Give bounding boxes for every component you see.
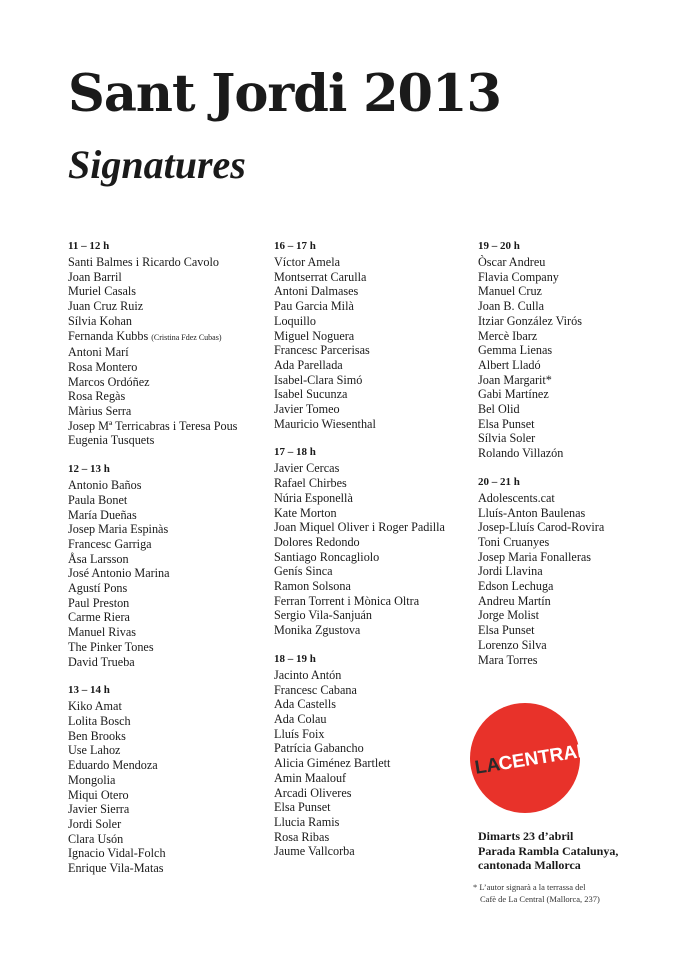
- author-name: [274, 506, 474, 521]
- author-name: [68, 773, 268, 788]
- author-name: [274, 623, 474, 638]
- author-name: [478, 579, 658, 594]
- author-name: [478, 535, 658, 550]
- author-name-text: Edson Lechuga: [478, 579, 554, 594]
- author-name-text: Eugenia Tusquets: [68, 433, 155, 448]
- author-name: [68, 861, 268, 876]
- author-name: [478, 387, 658, 402]
- author-name: [274, 786, 474, 801]
- author-name-text: Josep Mª Terricabras i Teresa Pous: [68, 418, 238, 433]
- author-name: [68, 802, 268, 817]
- author-name-text: Núria Esponellà: [274, 490, 353, 505]
- author-name-text: Flavia Company: [478, 269, 559, 284]
- author-name: [68, 360, 268, 375]
- author-name: [274, 697, 474, 712]
- author-name-text: Mongolia: [68, 772, 116, 787]
- author-name-text: Joan Barril: [68, 269, 122, 284]
- author-name: [68, 566, 268, 581]
- author-name: [478, 446, 658, 461]
- author-name-text: Loquillo: [274, 313, 316, 328]
- author-name: [68, 493, 268, 508]
- author-name: [68, 596, 268, 611]
- author-name: [68, 625, 268, 640]
- author-name-text: Adolescents.cat: [478, 490, 555, 505]
- author-name-text: Lluís Foix: [274, 726, 325, 741]
- author-name-text: Ben Brooks: [68, 728, 126, 743]
- author-name: [68, 404, 268, 419]
- author-name-text: Joan B. Culla: [478, 299, 545, 314]
- author-name: [274, 255, 474, 270]
- author-name-text: Javier Cercas: [274, 461, 340, 476]
- author-name-text: The Pinker Tones: [68, 639, 154, 654]
- author-list: [274, 668, 474, 859]
- author-name-text: Pau Garcia Milà: [274, 299, 354, 314]
- author-name: [68, 419, 268, 434]
- author-name-text: José Antonio Marina: [68, 566, 170, 581]
- author-name-text: María Dueñas: [68, 507, 137, 522]
- author-name: [68, 329, 268, 346]
- author-name-text: Òscar Andreu: [478, 255, 546, 269]
- author-name: [274, 815, 474, 830]
- author-name: [274, 683, 474, 698]
- author-name: [68, 508, 268, 523]
- author-name: [478, 431, 658, 446]
- author-name-text: Gabi Martínez: [478, 387, 549, 402]
- author-name: [274, 491, 474, 506]
- author-name-text: Llucia Ramis: [274, 814, 340, 829]
- footnote-line-2: Cafè de La Central (Mallorca, 237): [480, 893, 600, 904]
- author-name: [478, 299, 658, 314]
- author-name: [274, 284, 474, 299]
- author-name-text: Joan Margarit*: [478, 372, 552, 387]
- author-name-text: Rosa Ribas: [274, 829, 330, 844]
- author-name-text: Santi Balmes i Ricardo Cavolo: [68, 255, 219, 269]
- author-name: [478, 373, 658, 388]
- author-name-text: Màrius Serra: [68, 404, 132, 419]
- author-name-text: Jacinto Antón: [274, 667, 342, 682]
- author-name-text: Toni Cruanyes: [478, 534, 550, 549]
- author-name-text: Rosa Regàs: [68, 389, 126, 404]
- author-name-text: Jorge Molist: [478, 608, 540, 623]
- author-name: [68, 314, 268, 329]
- author-name: [274, 844, 474, 859]
- author-name: [274, 800, 474, 815]
- author-name-text: Manuel Cruz: [478, 284, 542, 299]
- event-date: Dimarts 23 d’abril: [478, 829, 574, 843]
- author-name-text: Alicia Giménez Bartlett: [274, 756, 391, 771]
- author-name-text: Elsa Punset: [478, 416, 535, 431]
- author-list: [274, 255, 474, 431]
- author-name-text: Arcadi Oliveres: [274, 785, 352, 800]
- author-name-text: Enrique Vila-Matas: [68, 861, 164, 876]
- author-name-text: Elsa Punset: [274, 800, 331, 815]
- author-name-text: Francesc Garriga: [68, 536, 152, 551]
- author-name-text: Rolando Villazón: [478, 446, 564, 461]
- event-location: Parada Rambla Catalunya,: [478, 843, 619, 858]
- author-name: [478, 329, 658, 344]
- author-name: [478, 255, 658, 270]
- author-name-text: Rafael Chirbes: [274, 476, 347, 491]
- author-name: [478, 402, 658, 417]
- author-name: [478, 520, 658, 535]
- author-list: [68, 478, 268, 669]
- author-name-text: Itziar González Virós: [478, 313, 582, 328]
- author-list: [478, 255, 658, 461]
- author-name: [68, 655, 268, 670]
- author-name: [274, 741, 474, 756]
- author-name: [274, 387, 474, 402]
- author-name-text: Jordi Llavina: [478, 564, 543, 579]
- author-name: [274, 358, 474, 373]
- author-name: [68, 255, 268, 270]
- time-slot: [274, 652, 474, 859]
- page-subtitle: Signatures: [68, 142, 246, 187]
- author-name-text: Francesc Parcerisas: [274, 343, 370, 358]
- author-name-text: Ramon Solsona: [274, 579, 351, 594]
- author-name: [68, 832, 268, 847]
- author-name-text: Monika Zgustova: [274, 623, 361, 638]
- time-slot: [274, 445, 474, 637]
- author-name: [274, 299, 474, 314]
- author-name: [274, 712, 474, 727]
- column-1: [68, 239, 268, 890]
- author-name: [68, 699, 268, 714]
- time-slot: [68, 462, 268, 669]
- author-name-text: Ferran Torrent i Mònica Oltra: [274, 593, 420, 608]
- author-name-text: Jaume Vallcorba: [274, 844, 355, 859]
- author-name: [68, 537, 268, 552]
- author-name: [68, 299, 268, 314]
- author-name-text: Kate Morton: [274, 505, 337, 520]
- author-name-text: Antonio Baños: [68, 478, 142, 493]
- author-name: [478, 491, 658, 506]
- author-name-text: David Trueba: [68, 654, 135, 669]
- time-slot-heading: 19 – 20 h: [478, 240, 520, 252]
- author-name: [478, 550, 658, 565]
- author-name: [68, 846, 268, 861]
- author-name-text: Bel Olid: [478, 402, 520, 417]
- author-name-text: Andreu Martín: [478, 593, 551, 608]
- author-name: [478, 284, 658, 299]
- author-name-text: Åsa Larsson: [68, 551, 129, 566]
- author-name: [274, 550, 474, 565]
- author-name: [68, 788, 268, 803]
- author-name-text: Paula Bonet: [68, 492, 128, 507]
- author-name: [68, 375, 268, 390]
- page-title: Sant Jordi 2013: [68, 64, 502, 124]
- author-name-text: Carme Riera: [68, 610, 130, 625]
- author-name: [478, 358, 658, 373]
- author-name: [478, 653, 658, 668]
- author-real-name-note: (Cristina Fdez Cubas): [151, 332, 222, 342]
- author-name: [68, 478, 268, 493]
- time-slot: [68, 239, 268, 448]
- author-name-text: Patrícia Gabancho: [274, 741, 364, 756]
- event-info: [478, 829, 668, 873]
- author-name: [274, 461, 474, 476]
- time-slot-heading: 11 – 12 h: [68, 240, 110, 252]
- author-name: [274, 270, 474, 285]
- author-name-text: Mara Torres: [478, 652, 538, 667]
- author-name-text: Lolita Bosch: [68, 713, 131, 728]
- author-name-text: Agustí Pons: [68, 581, 128, 596]
- author-name: [68, 640, 268, 655]
- author-name-text: Mauricio Wiesenthal: [274, 416, 376, 431]
- author-name: [68, 817, 268, 832]
- author-name: [274, 476, 474, 491]
- author-name: [274, 756, 474, 771]
- time-slot-heading: 18 – 19 h: [274, 652, 316, 665]
- author-name-text: Mercè Ibarz: [478, 328, 538, 343]
- author-list: [274, 461, 474, 637]
- author-name: [274, 830, 474, 845]
- time-slot: [68, 683, 268, 875]
- author-name: [68, 581, 268, 596]
- author-name: [478, 564, 658, 579]
- author-name-text: Javier Sierra: [68, 802, 130, 817]
- author-name-text: Sergio Vila-Sanjuán: [274, 608, 372, 623]
- author-name: [274, 579, 474, 594]
- time-slot: [478, 475, 658, 667]
- author-name: [68, 758, 268, 773]
- author-name-text: Josep Maria Fonalleras: [478, 549, 592, 564]
- author-name: [68, 270, 268, 285]
- author-name-text: Paul Preston: [68, 595, 130, 610]
- column-2: [274, 239, 474, 873]
- author-name-text: Elsa Punset: [478, 623, 535, 638]
- logo-text-la: LA: [473, 754, 502, 779]
- author-name: [478, 314, 658, 329]
- author-name-text: Clara Usón: [68, 831, 124, 846]
- author-name: [68, 743, 268, 758]
- author-name: [274, 373, 474, 388]
- author-name-text: Albert Lladó: [478, 357, 541, 372]
- author-name: [68, 552, 268, 567]
- time-slot: [274, 239, 474, 431]
- author-name: [68, 345, 268, 360]
- author-name-text: Santiago Roncagliolo: [274, 549, 380, 564]
- author-name-text: Muriel Casals: [68, 284, 137, 299]
- author-name: [478, 417, 658, 432]
- author-name-text: Antoni Dalmases: [274, 284, 359, 299]
- author-list: [68, 255, 268, 448]
- author-name-text: Sílvia Kohan: [68, 313, 132, 328]
- author-name-text: Manuel Rivas: [68, 625, 137, 640]
- author-name: [274, 535, 474, 550]
- author-name: [274, 771, 474, 786]
- time-slot-heading: 12 – 13 h: [68, 463, 110, 476]
- author-name: [274, 343, 474, 358]
- author-name: [68, 433, 268, 448]
- author-name-text: Antoni Marí: [68, 345, 129, 360]
- author-name-text: Use Lahoz: [68, 743, 121, 758]
- author-name: [478, 270, 658, 285]
- author-name: [274, 564, 474, 579]
- author-name: [274, 520, 474, 535]
- author-name: [478, 608, 658, 623]
- author-name-text: Amin Maalouf: [274, 770, 347, 785]
- author-name-text: Josep-Lluís Carod-Rovira: [478, 520, 605, 535]
- author-name: [274, 594, 474, 609]
- author-name-text: Miguel Noguera: [274, 328, 355, 343]
- author-name-text: Isabel-Clara Simó: [274, 372, 363, 387]
- author-name-text: Juan Cruz Ruiz: [68, 299, 144, 314]
- author-name: [68, 729, 268, 744]
- author-name: [274, 727, 474, 742]
- author-name: [478, 623, 658, 638]
- author-name-text: Ada Castells: [274, 697, 336, 712]
- author-name: [68, 284, 268, 299]
- author-name-text: Ignacio Vidal-Folch: [68, 846, 166, 861]
- author-name: [274, 668, 474, 683]
- author-name-text: Josep Maria Espinàs: [68, 522, 169, 537]
- footnote-line-1: * L’autor signarà a la terrassa del: [473, 882, 586, 892]
- author-name: [274, 314, 474, 329]
- author-name: [68, 389, 268, 404]
- author-name-text: Kiko Amat: [68, 699, 122, 714]
- time-slot-heading: 13 – 14 h: [68, 684, 110, 697]
- author-name-text: Eduardo Mendoza: [68, 758, 158, 773]
- author-name: [274, 329, 474, 344]
- author-name: [68, 714, 268, 729]
- author-name-text: Jordi Soler: [68, 816, 122, 831]
- la-central-logo: [470, 703, 591, 813]
- author-name-text: Genís Sinca: [274, 564, 333, 579]
- author-name-text: Javier Tomeo: [274, 402, 340, 417]
- author-name-text: Lluís-Anton Baulenas: [478, 505, 586, 520]
- author-name-text: Ada Parellada: [274, 357, 343, 372]
- author-name-text: Lorenzo Silva: [478, 637, 547, 652]
- author-name: [274, 402, 474, 417]
- time-slot-heading: 16 – 17 h: [274, 240, 316, 252]
- author-name-text: Fernanda Kubbs: [68, 328, 149, 343]
- author-name: [274, 417, 474, 432]
- author-name-text: Gemma Lienas: [478, 343, 553, 358]
- author-name-text: Montserrat Carulla: [274, 269, 367, 284]
- author-name-text: Víctor Amela: [274, 255, 340, 269]
- event-location-detail: cantonada Mallorca: [478, 858, 581, 872]
- author-list: [478, 491, 658, 667]
- author-name: [478, 506, 658, 521]
- author-name-text: Joan Miquel Oliver i Roger Padilla: [274, 520, 445, 535]
- logo-text-central: CENTRAL: [497, 740, 591, 776]
- author-name: [478, 343, 658, 358]
- author-name-text: Isabel Sucunza: [274, 387, 348, 402]
- column-3: [478, 239, 658, 681]
- author-list: [68, 699, 268, 875]
- author-name-text: Marcos Ordóñez: [68, 374, 150, 389]
- author-name: [478, 638, 658, 653]
- time-slot-heading: 17 – 18 h: [274, 446, 316, 459]
- author-name-text: Francesc Cabana: [274, 682, 357, 697]
- author-name-text: Ada Colau: [274, 711, 327, 726]
- author-name-text: Miqui Otero: [68, 787, 129, 802]
- time-slot-heading: 20 – 21 h: [478, 475, 520, 488]
- author-name-text: Sílvia Soler: [478, 431, 536, 446]
- author-name: [68, 522, 268, 537]
- author-name: [68, 610, 268, 625]
- footnote: [473, 882, 673, 905]
- author-name: [478, 594, 658, 609]
- time-slot: [478, 239, 658, 461]
- author-name-text: Rosa Montero: [68, 359, 138, 374]
- author-name-text: Dolores Redondo: [274, 534, 360, 549]
- author-name: [274, 608, 474, 623]
